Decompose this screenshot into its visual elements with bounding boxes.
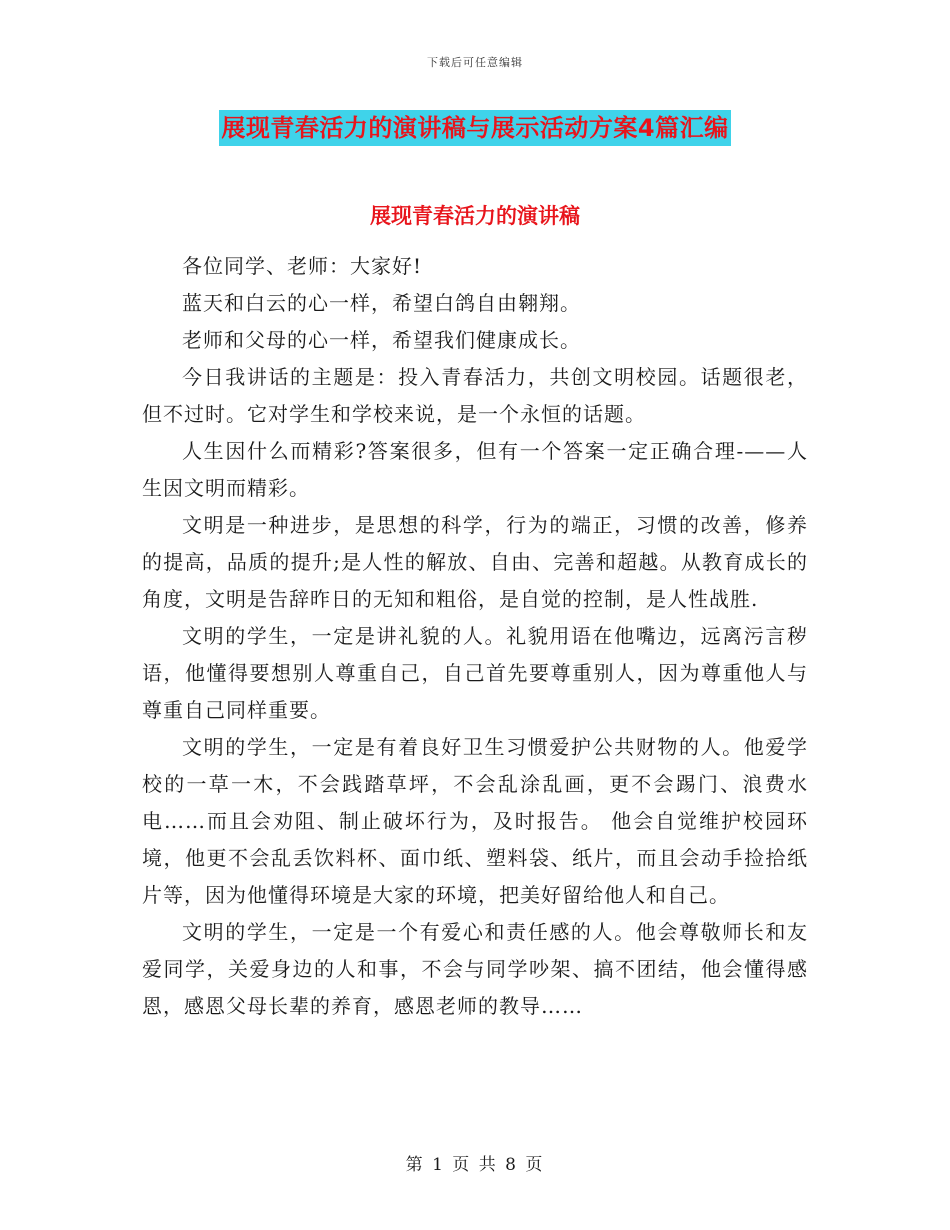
page-header-note: 下载后可任意编辑 <box>427 56 523 69</box>
document-body <box>142 248 808 1025</box>
paragraph: 文明的学生，一定是有着良好卫生习惯爱护公共财物的人。他爱学校的一草一木，不会践踏草坪，不会乱涂乱画，更不会踢门、浪费水电……而且会劝阻、制止破坏行为，及时报告。 他会自觉维护校园环境，他更不会乱丢饮料杯、面巾纸、塑料袋、纸片，而且会动手捡拾纸片等，因为他懂得环境是大家的环境，把美好留给他人和自己。 <box>142 735 808 907</box>
paragraph: 各位同学、老师：大家好! <box>182 254 423 278</box>
paragraph: 文明的学生，一定是讲礼貌的人。礼貌用语在他嘴边，远离污言秽语，他懂得要想别人尊重自己，自己首先要尊重别人，因为尊重他人与尊重自己同样重要。 <box>142 624 808 722</box>
document-title: 展现青春活力的演讲稿与展示活动方案4篇汇编 <box>219 110 730 146</box>
page-number-footer: 第 1 页 共 8 页 <box>405 1155 545 1175</box>
paragraph: 今日我讲话的主题是：投入青春活力，共创文明校园。话题很老，但不过时。它对学生和学校来说，是一个永恒的话题。 <box>142 365 808 426</box>
section-title: 展现青春活力的演讲稿 <box>370 204 580 228</box>
paragraph: 蓝天和白云的心一样，希望白鸽自由翱翔。 <box>182 291 581 315</box>
paragraph: 老师和父母的心一样，希望我们健康成长。 <box>182 328 581 352</box>
document-title-container <box>0 110 950 146</box>
paragraph: 人生因什么而精彩?答案很多，但有一个答案一定正确合理-——人生因文明而精彩。 <box>142 439 808 500</box>
paragraph: 文明的学生，一定是一个有爱心和责任感的人。他会尊敬师长和友爱同学，关爱身边的人和事，不会与同学吵架、搞不团结，他会懂得感恩，感恩父母长辈的养育，感恩老师的教导…… <box>142 920 808 1018</box>
paragraph: 文明是一种进步，是思想的科学，行为的端正，习惯的改善，修养的提高，品质的提升;是人性的解放、自由、完善和超越。从教育成长的角度，文明是告辞昨日的无知和粗俗，是自觉的控制，是人性战胜. <box>142 513 808 611</box>
